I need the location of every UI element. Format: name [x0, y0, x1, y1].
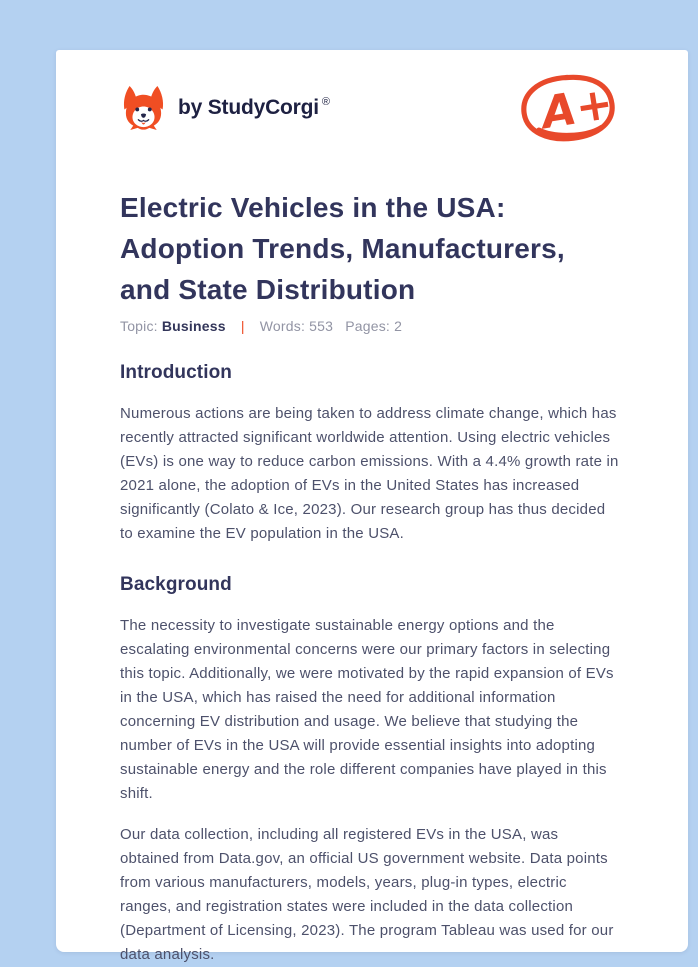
card-header [120, 66, 620, 150]
brand-byline [178, 96, 330, 120]
pages-value: 2 [394, 318, 403, 334]
registered-mark: ® [321, 96, 330, 108]
brand-byline-text: by StudyCorgi [178, 96, 319, 119]
a-plus-grade-icon [516, 70, 620, 147]
words-label: Words: [259, 318, 306, 334]
introduction-paragraph: Numerous actions are being taken to address climate change, which has recently attracted significant worldwide attention. Using electric vehicles (EVs) is one way to reduce carbon emissions. With a 4.4% growth rate in 2021 alone, the adoption of EVs in the United States has increased significantly (Colato & Ice, 2023). Our research group has thus decided to examine the EV population in the USA. [120, 405, 619, 542]
section-background [120, 573, 620, 967]
topic-label: Topic: [120, 318, 158, 334]
background-paragraph-1: The necessity to investigate sustainable energy options and the escalating environmental concerns were our primary factors in selecting this topic. Additionally, we were motivated by the rapid expansion of EVs in the USA, which has raised the need for additional information concerning EV distribution and usage. We believe that studying the number of EVs in the USA will provide essential insights into adopting sustainable energy and the role different companies have played in this shift. [120, 617, 614, 802]
essay-meta [120, 318, 620, 334]
background-heading: Background [120, 574, 232, 595]
pages-label: Pages: [345, 318, 391, 334]
section-introduction [120, 361, 620, 546]
studycorgi-brand [120, 81, 330, 135]
corgi-logo-icon [120, 81, 167, 135]
essay-card [56, 50, 688, 963]
background-paragraph-2: Our data collection, including all registered EVs in the USA, was obtained from Data.gov, an official US government website. Data points from various manufacturers, models, years, plug-in types, electric ranges, and registration states were included in the data collection (Department of Licensing, 2023). The program Tableau was used for our data analysis. [120, 826, 614, 963]
meta-separator: | [240, 318, 245, 334]
grade-text: A+ [538, 77, 617, 139]
essay-title: Electric Vehicles in the USA: Adoption Trends, Manufacturers, and State Distribution [120, 192, 565, 305]
topic-link[interactable]: Business [161, 318, 226, 334]
introduction-heading: Introduction [120, 362, 233, 383]
words-value: 553 [309, 318, 334, 334]
